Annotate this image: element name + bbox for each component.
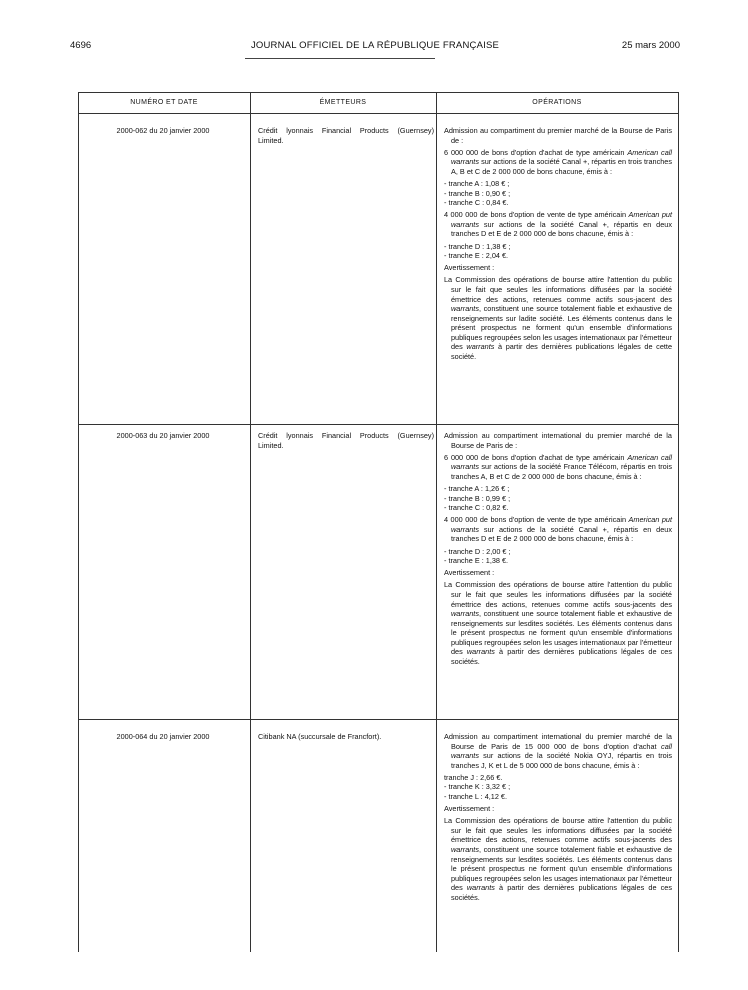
warning-text: La Commission des opérations de bourse attire l'attention du public sur le fait que seules les informations diffusées par la société émettrice des actions, retenues comme actifs sous-jacents des warrants, constituent une source totalement fiable et exhaustive de renseignements sur lesdites sociétés. Les éléments contenus dans le présent prospectus ne forment qu'un ensemble d'informations publiques regroupées selon les usages internationaux par l'émetteur des warrants à partir des dernières publications légales de ces sociétés. — [444, 580, 672, 667]
warning-text: La Commission des opérations de bourse attire l'attention du public sur le fait que seules les informations diffusées par la société émettrice des actions, retenues comme actifs sous-jacent des warrants, constituent une source totalement fiable et exhaustive de renseignements sur ladite société. Les éléments contenus dans le présent prospectus ne forment qu'un ensemble d'informations publiques regroupées selon les usages internationaux par l'émetteur des warrants à partir des dernières publications légales de cette société. — [444, 275, 673, 362]
tranche-item: - tranche L : 4,12 €. — [444, 792, 508, 802]
tranche-item: - tranche B : 0,99 € ; — [444, 493, 511, 503]
put-warrants-text: 4 000 000 de bons d'option de vente de type américain American put warrants sur actions de la société Canal +, répartis en deux tranches D et E de 2 000 000 de bons chacune, émis à : — [444, 515, 672, 544]
tranche-item: - tranche E : 2,04 €. — [444, 251, 509, 261]
tranche-item: tranche J : 2,66 €. — [444, 772, 503, 782]
tranche-item: - tranche D : 2,00 € ; — [444, 546, 511, 556]
warning-text: La Commission des opérations de bourse attire l'attention du public sur le fait que seules les informations diffusées par la société émettrice des actions, retenues comme actifs sous-jacents des warrants, constituent une source totalement fiable et exhaustive de renseignements sur lesdites sociétés. Les éléments contenus dans le présent prospectus ne forment qu'un ensemble d'informations publiques regroupées selon les usages internationaux par l'émetteur des warrants à partir des dernières publications légales de ces sociétés. — [444, 816, 672, 902]
page-header — [70, 40, 680, 56]
column-header-emetteurs: ÉMETTEURS — [319, 99, 367, 106]
tranche-item: - tranche C : 0,84 €. — [444, 198, 509, 208]
call-warrants-text: 6 000 000 de bons d'option d'achat de type américain American call warrants sur actions de la société France Télécom, répartis en trois tranches A, B et C de 2 000 000 de bons chacune, émis à : — [444, 452, 673, 481]
page-number: 4696 — [70, 40, 92, 51]
row-separator-1 — [78, 424, 678, 425]
warning-heading: Avertissement : — [444, 804, 495, 814]
header-bottom-border — [78, 113, 678, 114]
table-border-right — [678, 92, 679, 952]
admission-text: Admission au compartiment du premier marché de la Bourse de Paris de : — [444, 126, 672, 145]
tranche-item: - tranche D : 1,38 € ; — [444, 241, 511, 251]
tranche-item: - tranche C : 0,82 €. — [444, 503, 509, 513]
table-border-left — [78, 92, 79, 952]
tranche-item: - tranche B : 0,90 € ; — [444, 188, 511, 198]
journal-title: JOURNAL OFFICIEL DE LA RÉPUBLIQUE FRANÇAISE — [250, 40, 500, 51]
call-warrants-text: 6 000 000 de bons d'option d'achat de type américain American call warrants sur actions de la société Canal +, répartis en trois tranches A, B et C de 2 000 000 de bons chacune, émis à : — [444, 147, 673, 176]
tranche-item: - tranche E : 1,38 €. — [444, 556, 509, 566]
issuer-name: Crédit lyonnais Financial Products (Guernsey) Limited. — [258, 431, 434, 450]
admission-text: Admission au compartiment international du premier marché de la Bourse de Paris de : — [444, 431, 672, 450]
issuer-name: Crédit lyonnais Financial Products (Guernsey) Limited. — [258, 126, 434, 145]
tranche-item: - tranche A : 1,08 € ; — [444, 178, 510, 188]
operation-details — [444, 732, 672, 905]
put-warrants-text: 4 000 000 de bons d'option de vente de type américain American put warrants sur actions de la société Canal +, répartis en deux tranches D et E de 2 000 000 de bons chacune, émis à : — [444, 210, 672, 239]
operation-details — [444, 126, 672, 364]
issuer-name: Citibank NA (succursale de Francfort). — [258, 732, 382, 741]
operation-number-date: 2000-063 du 20 janvier 2000 — [116, 431, 210, 440]
operation-number-date: 2000-064 du 20 janvier 2000 — [116, 732, 210, 741]
issue-date: 25 mars 2000 — [621, 40, 680, 51]
admission-text: Admission au compartiment international du premier marché de la Bourse de Paris de 15 000 000 de bons d'option d'achat call warrants sur actions de la société Nokia OYJ, répartis en trois tranches J, K et L de 5 000 000 de bons chacune, émis à : — [444, 732, 672, 770]
column-divider-1 — [250, 92, 251, 952]
column-header-numero: NUMÉRO ET DATE — [130, 99, 198, 106]
column-divider-2 — [436, 92, 437, 952]
tranche-item: - tranche A : 1,26 € ; — [444, 483, 510, 493]
column-header-operations: OPÉRATIONS — [532, 99, 582, 106]
operation-details — [444, 431, 672, 669]
header-rule — [245, 58, 435, 59]
operation-number-date: 2000-062 du 20 janvier 2000 — [116, 126, 210, 135]
warning-heading: Avertissement : — [444, 568, 495, 578]
row-separator-2 — [78, 719, 678, 720]
operations-table — [78, 92, 678, 952]
warning-heading: Avertissement : — [444, 263, 495, 273]
tranche-item: - tranche K : 3,32 € ; — [444, 782, 511, 792]
